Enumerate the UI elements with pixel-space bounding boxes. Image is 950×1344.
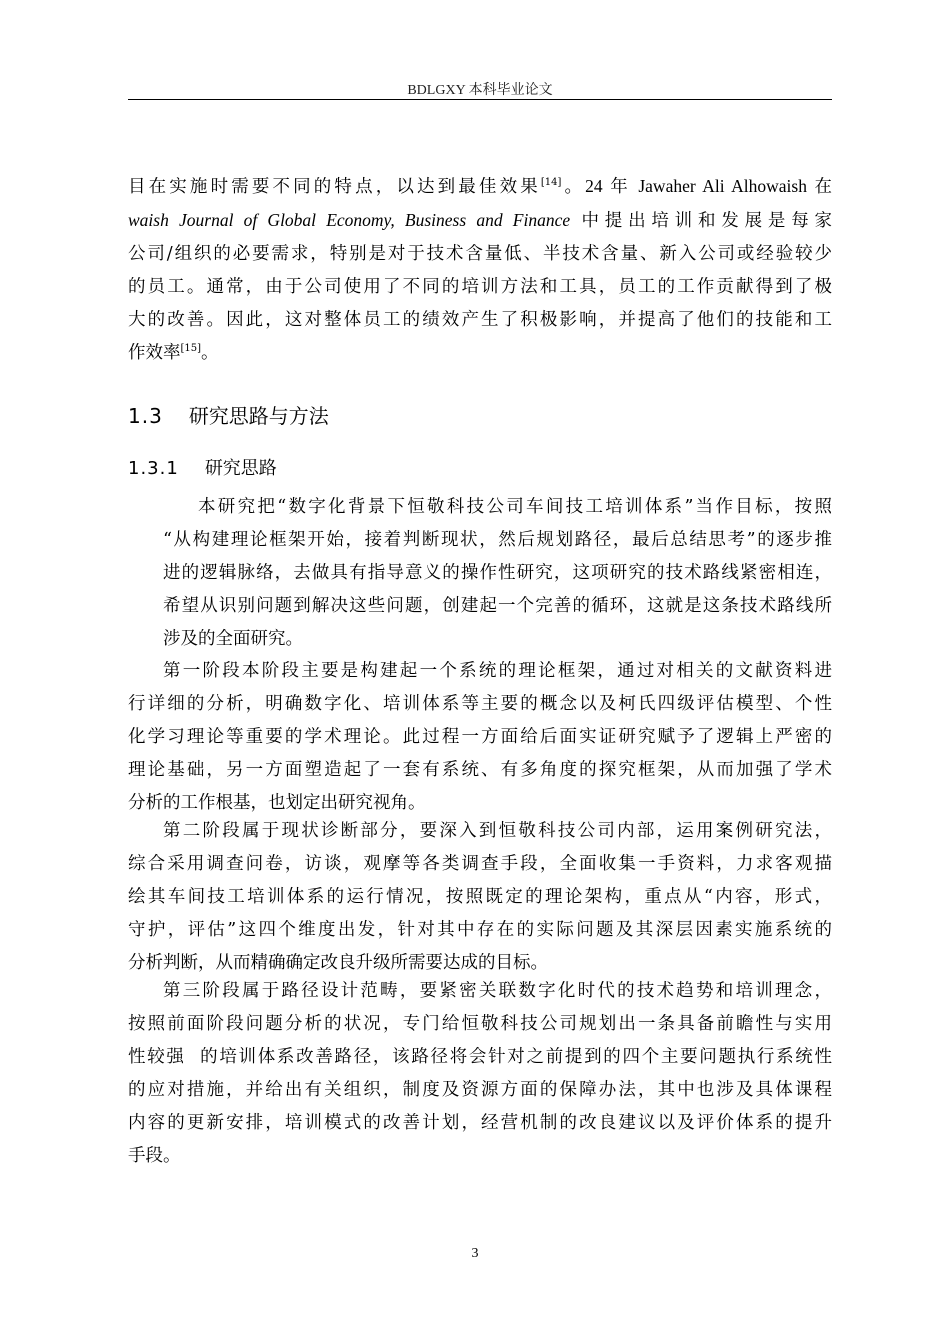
section-heading xyxy=(128,400,329,429)
text-span: 作效率 xyxy=(128,343,181,363)
paragraph-stage-three xyxy=(128,975,832,1173)
page-number: 3 xyxy=(471,1246,479,1261)
text-line: 按照前面阶段问题分析的状况，专门给恒敬科技公司规划出一条具备前瞻性与实用 xyxy=(128,1014,832,1034)
text-line: 守护，评估”这四个维度出发，针对其中存在的实际问题及其深层因素实施系统的 xyxy=(128,920,832,940)
text-line: 手段。 xyxy=(128,1146,181,1166)
text-line: 第三阶段属于路径设计范畴，要紧密关联数字化时代的技术趋势和培训理念， xyxy=(163,981,832,1001)
text-line xyxy=(128,170,832,204)
text-line: 绘其车间技工培训体系的运行情况，按照既定的理论架构，重点从“内容，形式， xyxy=(128,887,832,907)
text-line: 第二阶段属于现状诊断部分，要深入到恒敬科技公司内部，运用案例研究法， xyxy=(163,821,832,841)
text-line: 化学习理论等重要的学术理论。此过程一方面给后面实证研究赋予了逻辑上严密的 xyxy=(128,727,832,747)
text-line: 行详细的分析，明确数字化、培训体系等主要的概念以及柯氏四级评估模型、个性 xyxy=(128,694,832,714)
text-span: 。24 年 Jawaher Ali Alhowaish 在 xyxy=(561,176,832,196)
text-line: 理论基础，另一方面塑造起了一套有系统、有多角度的探究框架，从而加强了学术 xyxy=(128,760,832,780)
page-header: BDLGXY 本科毕业论文 xyxy=(407,83,553,98)
text-line: 大的改善。因此，这对整体员工的绩效产生了积极影响，并提高了他们的技能和工 xyxy=(128,310,832,330)
text-span: 目在实施时需要不同的特点，以达到最佳效果 xyxy=(128,177,541,197)
text-line xyxy=(128,337,832,370)
paragraph-intro xyxy=(128,170,832,370)
text-line: 公司/组织的必要需求，特别是对于技术含量低、半技术含量、新入公司或经验较少 xyxy=(128,244,832,264)
paragraph-research-idea xyxy=(128,491,832,656)
section-number: 1.3 xyxy=(128,404,163,428)
section-title: 研究思路与方法 xyxy=(188,404,329,428)
text-line: 性较强 的培训体系改善路径，该路径将会针对之前提到的四个主要问题执行系统性 xyxy=(128,1047,832,1067)
text-line: 本研究把“数字化背景下恒敬科技公司车间技工培训体系”当作目标，按照 xyxy=(198,497,832,517)
text-line xyxy=(128,204,832,238)
citation-14: [14] xyxy=(540,177,562,188)
text-line: 内容的更新安排，培训模式的改善计划，经营机制的改良建议以及评价体系的提升 xyxy=(128,1113,832,1133)
text-line: “从构建理论框架开始，接着判断现状，然后规划路径，最后总结思考”的逐步推 xyxy=(163,530,832,550)
text-line: 希望从识别问题到解决这些问题，创建起一个完善的循环，这就是这条技术路线所 xyxy=(163,596,832,616)
text-span: 中提出培训和发展是每家 xyxy=(570,211,832,231)
text-span: 。 xyxy=(201,343,219,363)
paragraph-stage-two xyxy=(128,815,832,980)
text-line: 综合采用调查问卷，访谈，观摩等各类调查手段，全面收集一手资料，力求客观描 xyxy=(128,854,832,874)
text-line: 涉及的全面研究。 xyxy=(163,629,303,649)
header-rule xyxy=(128,99,832,100)
subsection-title: 研究思路 xyxy=(204,458,277,479)
text-line: 的应对措施，并给出有关组织，制度及资源方面的保障办法，其中也涉及具体课程 xyxy=(128,1080,832,1100)
paragraph-stage-one xyxy=(128,655,832,820)
text-line: 进的逻辑脉络，去做具有指导意义的操作性研究，这项研究的技术路线紧密相连， xyxy=(163,563,832,583)
subsection-number: 1.3.1 xyxy=(128,458,179,479)
citation-15: [15] xyxy=(180,343,202,354)
text-line: 分析的工作根基，也划定出研究视角。 xyxy=(128,793,426,813)
text-line: 分析判断，从而精确确定改良升级所需要达成的目标。 xyxy=(128,953,548,973)
subsection-heading xyxy=(128,454,277,480)
journal-title: waish Journal of Global Economy, Business and Finance xyxy=(128,210,571,230)
text-line: 第一阶段本阶段主要是构建起一个系统的理论框架，通过对相关的文献资料进 xyxy=(163,661,832,681)
text-line: 的员工。通常，由于公司使用了不同的培训方法和工具，员工的工作贡献得到了极 xyxy=(128,277,832,297)
